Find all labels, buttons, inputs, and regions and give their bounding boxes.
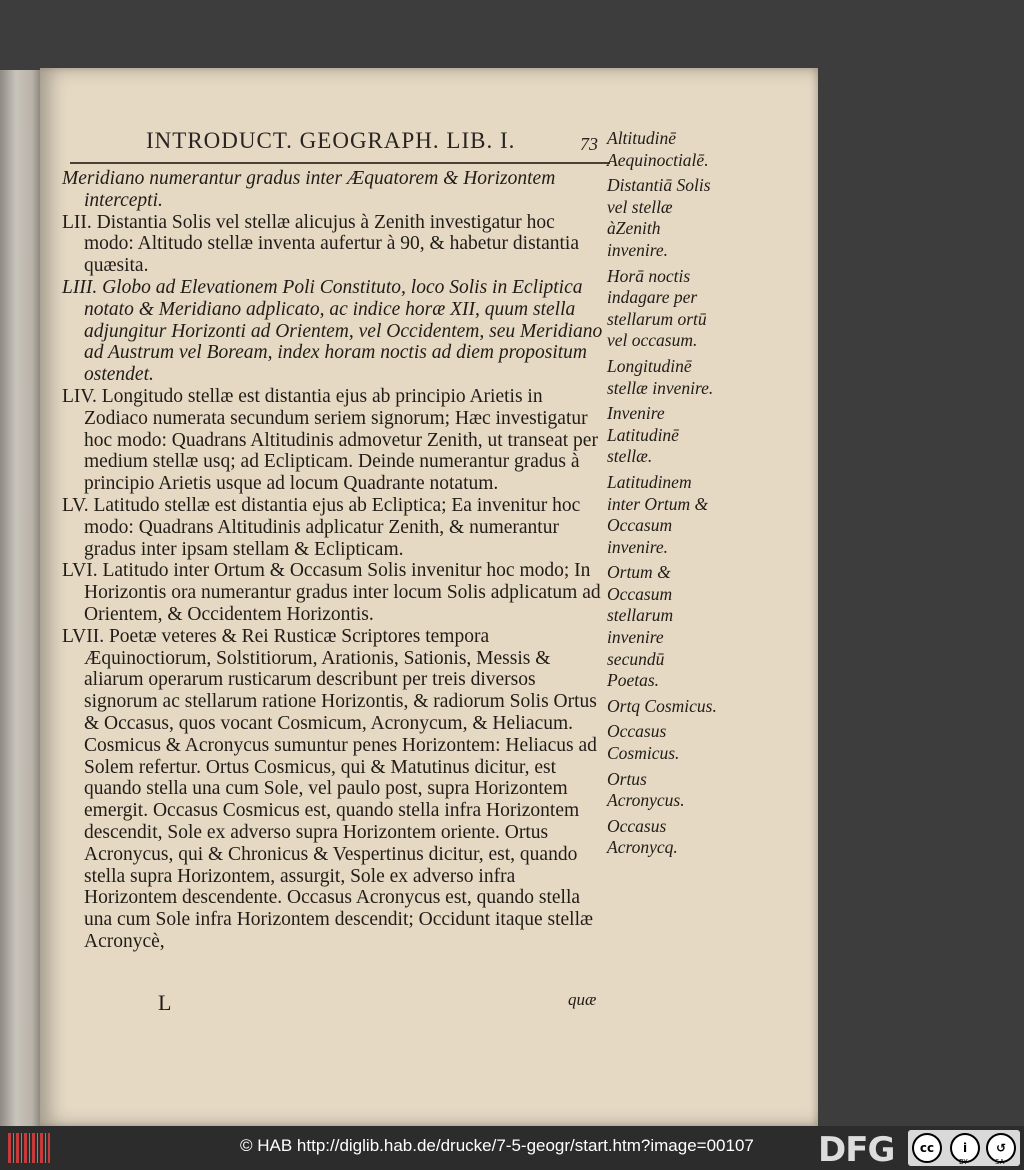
- paragraph: LV. Latitudo stellæ est distantia ejus ab Ecliptica; Ea invenitur hoc modo: Quadrans Altitudinis adplicatur Zenith, & numerantur gradus inter ipsam stellam & Eclipticam.: [62, 494, 581, 560]
- header-rule: [70, 162, 610, 164]
- main-text: [62, 168, 607, 953]
- margin-note: Invenire Latitudinē stellæ.: [607, 403, 679, 467]
- margin-note: Distantiā Solis vel stellæ àZenith invenire.: [607, 175, 711, 260]
- viewer-footer: [0, 1126, 1024, 1170]
- license-badge[interactable]: [908, 1130, 1020, 1166]
- paragraph: LII. Distantia Solis vel stellæ alicujus à Zenith investigatur hoc modo: Altitudo stellæ inventa aufertur à 90, & habetur distantia quæsita.: [62, 211, 579, 277]
- book-page: [40, 68, 818, 1126]
- paragraph: LVI. Latitudo inter Ortum & Occasum Solis invenitur hoc modo; In Horizontis ora numerantur gradus inter locum Solis adplicatum ad Orientem, & Occidentem Horizontis.: [62, 560, 601, 625]
- margin-note: Ortum & Occasum stellarum invenire secundū Poetas.: [607, 562, 674, 691]
- paragraph: Meridiano numerantur gradus inter Æquatorem & Horizontem intercepti.: [62, 168, 556, 211]
- margin-notes: [607, 128, 719, 863]
- margin-note: Latitudinem inter Ortum & Occasum invenire.: [607, 471, 709, 557]
- cc-icon: cc: [912, 1133, 942, 1163]
- paragraph: LIV. Longitudo stellæ est distantia ejus ab principio Arietis in Zodiaco numerata secundum seriem signorum; Hæc investigatur hoc modo: Quadrans Altitudinis admovetur Zenith, ut transeat per medium stellæ usq; ad Eclipticam. Deinde numerantur gradus à principio Arietis usque ad locum Quadrante notatum.: [62, 385, 598, 495]
- paragraph: LIII. Globo ad Elevationem Poli Constituto, loco Solis in Ecliptica notato & Meridiano adplicato, ac indice horæ XII, quum stella adjungitur Horizonti ad Orientem, vel Occidentem, seu Meridiano ad Austrum vel Boream, index horam noctis ad diem propositum ostendet.: [62, 276, 603, 386]
- margin-note: Horā noctis indagare per stellarum ortū vel occasum.: [607, 265, 707, 351]
- sa-label: SA: [995, 1158, 1005, 1166]
- sa-icon: ↺: [986, 1133, 1016, 1163]
- margin-note: Ortus Acronycus.: [607, 768, 685, 811]
- copyright-link[interactable]: © HAB http://diglib.hab.de/drucke/7-5-geogr/start.htm?image=00107: [240, 1136, 754, 1155]
- running-title: INTRODUCT. GEOGRAPH. LIB. I.: [146, 128, 516, 153]
- catchword: quæ: [568, 990, 597, 1009]
- margin-note: Ortq Cosmicus.: [607, 695, 717, 716]
- by-label: BY: [959, 1158, 968, 1166]
- margin-note: Altitudinē Aequinoctialē.: [607, 128, 709, 170]
- by-icon: i: [950, 1133, 980, 1163]
- signature-mark: L: [158, 990, 172, 1015]
- hab-logo-icon: [8, 1133, 50, 1163]
- paragraph: LVII. Poetæ veteres & Rei Rusticæ Scriptores tempora Æquinoctiorum, Solstitiorum, Arationis, Sationis, Messis & aliarum operarum rusticarum describunt per treis diversos signorum ac stellarum ratione Horizontis, & radiorum Solis Ortus & Occasus, quos vocant Cosmicum, Acronycum, & Heliacum. Cosmicus & Acronycus sumuntur penes Horizontem: Heliacus ad Solem refertur. Ortus Cosmicus, qui & Matutinus dicitur, est quando stella una cum Sole, vel paulo post, supra Horizontem emergit. Occasus Cosmicus est, quando stella infra Horizontem descendit, Sole ex adverso supra Horizontem oriente. Ortus Acronycus, qui & Chronicus & Vespertinus dicitur, est, quando stella supra Horizontem, assurgit, Sole ex adverso infra Horizontem descendente. Occasus Acronycus est, quando stella una cum Sole infra Horizontem descendit; Occidunt itaque stellæ Acronycè,: [62, 625, 597, 952]
- page-number: 73: [580, 134, 598, 154]
- margin-note: Longitudinē stellæ invenire.: [607, 355, 714, 398]
- margin-note: Occasus Acronycq.: [607, 815, 678, 858]
- margin-note: Occasus Cosmicus.: [607, 721, 680, 764]
- dfg-logo[interactable]: DFG: [818, 1130, 895, 1170]
